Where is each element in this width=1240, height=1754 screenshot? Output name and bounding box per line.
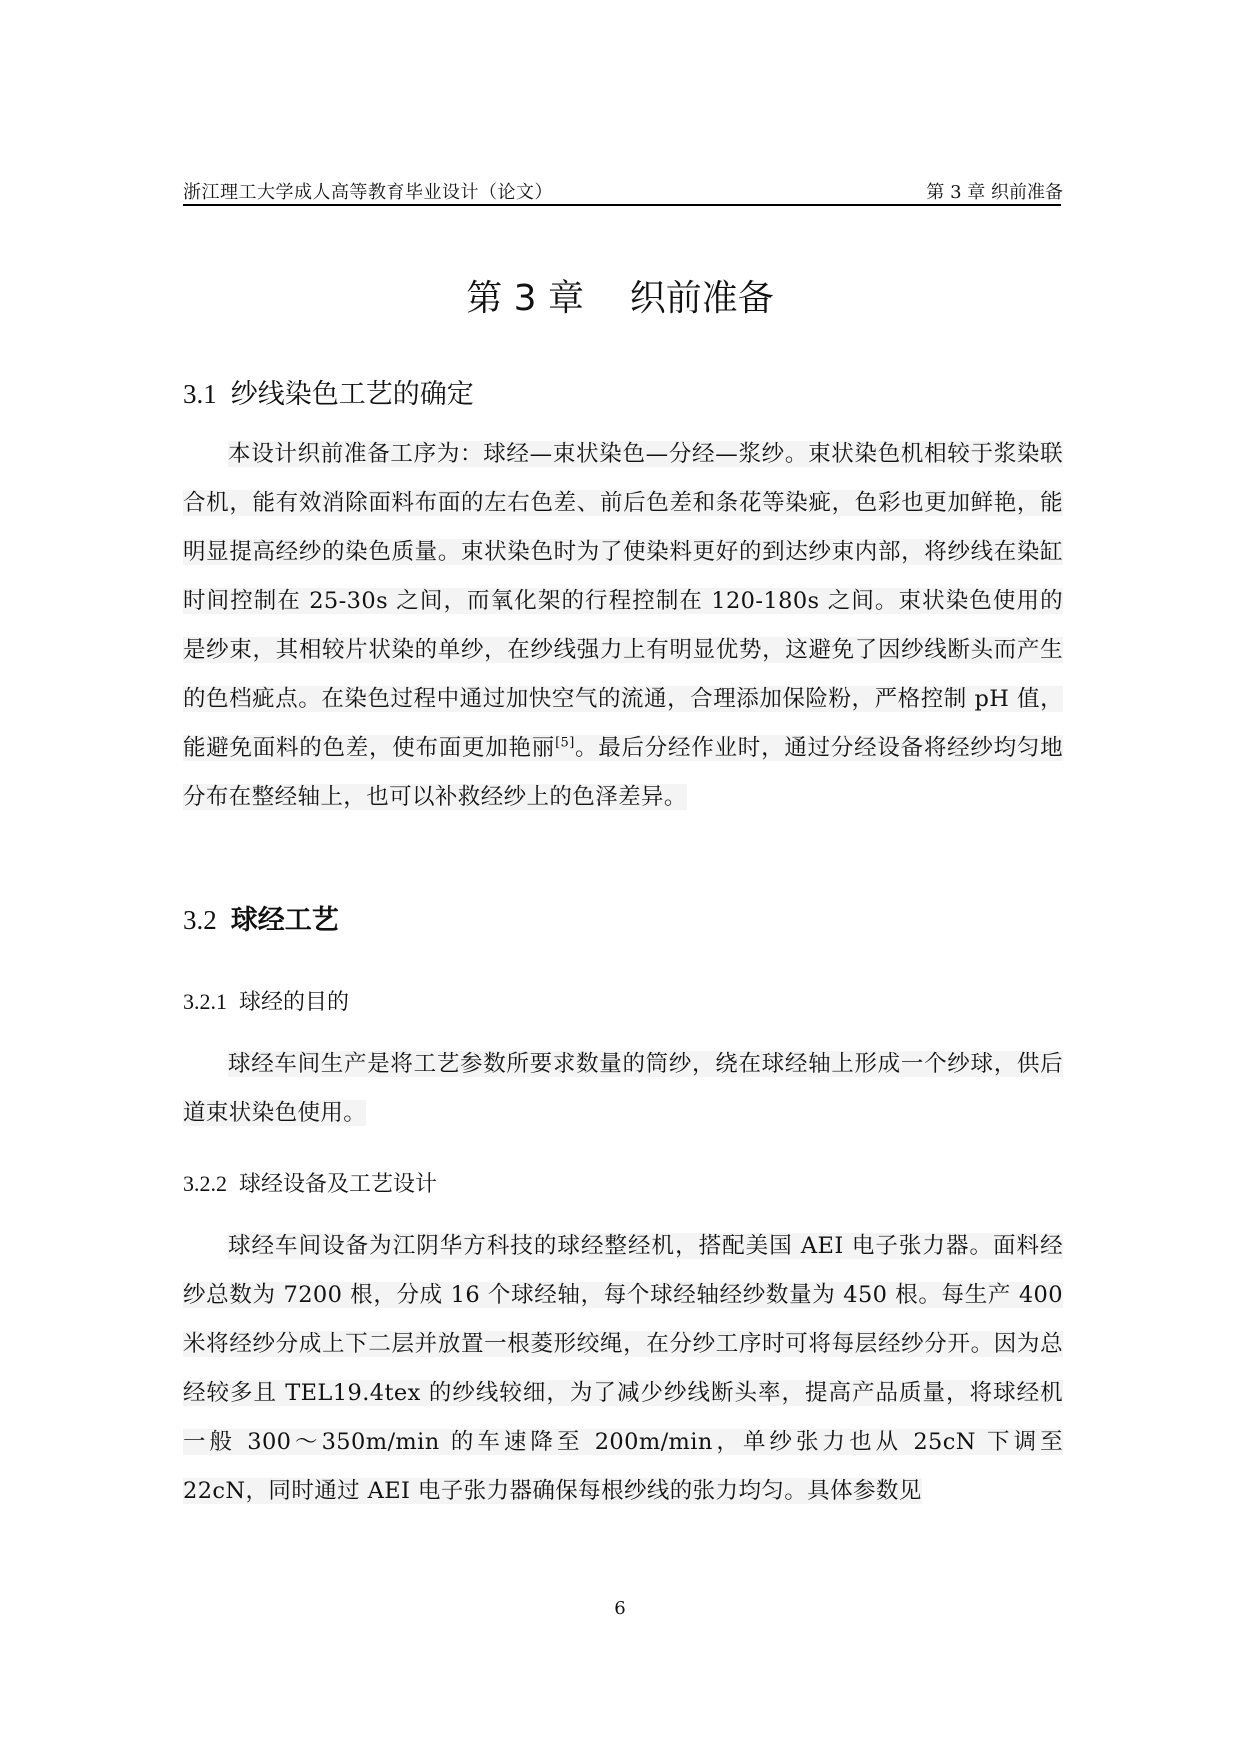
header-rule <box>183 204 1061 206</box>
section-heading-3-1 <box>183 372 474 411</box>
paragraph-3-2-1 <box>183 1040 1063 1138</box>
subsection-number: 3.2.2 <box>183 1171 227 1196</box>
chapter-title: 第 3 章 织前准备 <box>466 278 774 319</box>
paragraph-text: 球经车间生产是将工艺参数所要求数量的筒纱，绕在球经轴上形成一个纱球，供后道束状染色使用。 <box>183 1051 1063 1126</box>
paragraph-text-tail: 。最后分经作业时，通过分经设备将经纱均匀地分布在整经轴上，也可以补救经纱上的色泽差异。 <box>183 735 1064 810</box>
subsection-title: 球经设备及工艺设计 <box>239 1172 438 1197</box>
section-heading-3-2 <box>183 898 339 937</box>
section-number: 3.2 <box>183 905 217 935</box>
paragraph-text: 球经车间设备为江阴华方科技的球经整经机，搭配美国 AEI 电子张力器。面料经纱总数为 7200 根，分成 16 个球经轴，每个球经轴经纱数量为 450 根。每生产 400 米将经纱分成上下二层并放置一根菱形绞绳，在分纱工序时可将每层经纱分开。因为总经较多且 TEL19.4tex 的纱线较细，为了减少纱线断头率，提高产品质量，将球经机一般 300～350m/min 的车速降至 200m/min，单纱张力也从 25cN 下调至 22cN，同时通过 AEI 电子张力器确保每根纱线的张力均匀。具体参数见 <box>183 1233 1063 1504</box>
paragraph-3-2-2 <box>183 1222 1063 1516</box>
section-number: 3.1 <box>183 379 217 409</box>
subsection-heading-3-2-2 <box>183 1167 437 1198</box>
running-header-right: 第 3 章 织前准备 <box>926 182 1063 203</box>
subsection-heading-3-2-1 <box>183 985 349 1016</box>
citation-ref: [5] <box>555 735 575 751</box>
page-number: 6 <box>614 1598 626 1619</box>
running-header-left: 浙江理工大学成人高等教育毕业设计（论文） <box>183 182 553 203</box>
paragraph-3-1 <box>183 430 1063 822</box>
paragraph-text: 本设计织前准备工序为：球经—束状染色—分经—浆纱。束状染色机相较于浆染联合机，能有效消除面料布面的左右色差、前后色差和条花等染疵，色彩也更加鲜艳，能明显提高经纱的染色质量。束状染色时为了使染料更好的到达纱束内部，将纱线在染缸时间控制在 25-30s 之间，而氧化架的行程控制在 120-180s 之间。束状染色使用的是纱束，其相较片状染的单纱，在纱线强力上有明显优势，这避免了因纱线断头而产生的色档疵点。在染色过程中通过加快空气的流通，合理添加保险粉，严格控制 pH 值，能避免面料的色差，使布面更加艳丽 <box>183 441 1063 761</box>
section-title: 球经工艺 <box>230 905 339 936</box>
section-title: 纱线染色工艺的确定 <box>230 379 474 410</box>
subsection-number: 3.2.1 <box>183 989 227 1014</box>
subsection-title: 球经的目的 <box>239 990 350 1015</box>
